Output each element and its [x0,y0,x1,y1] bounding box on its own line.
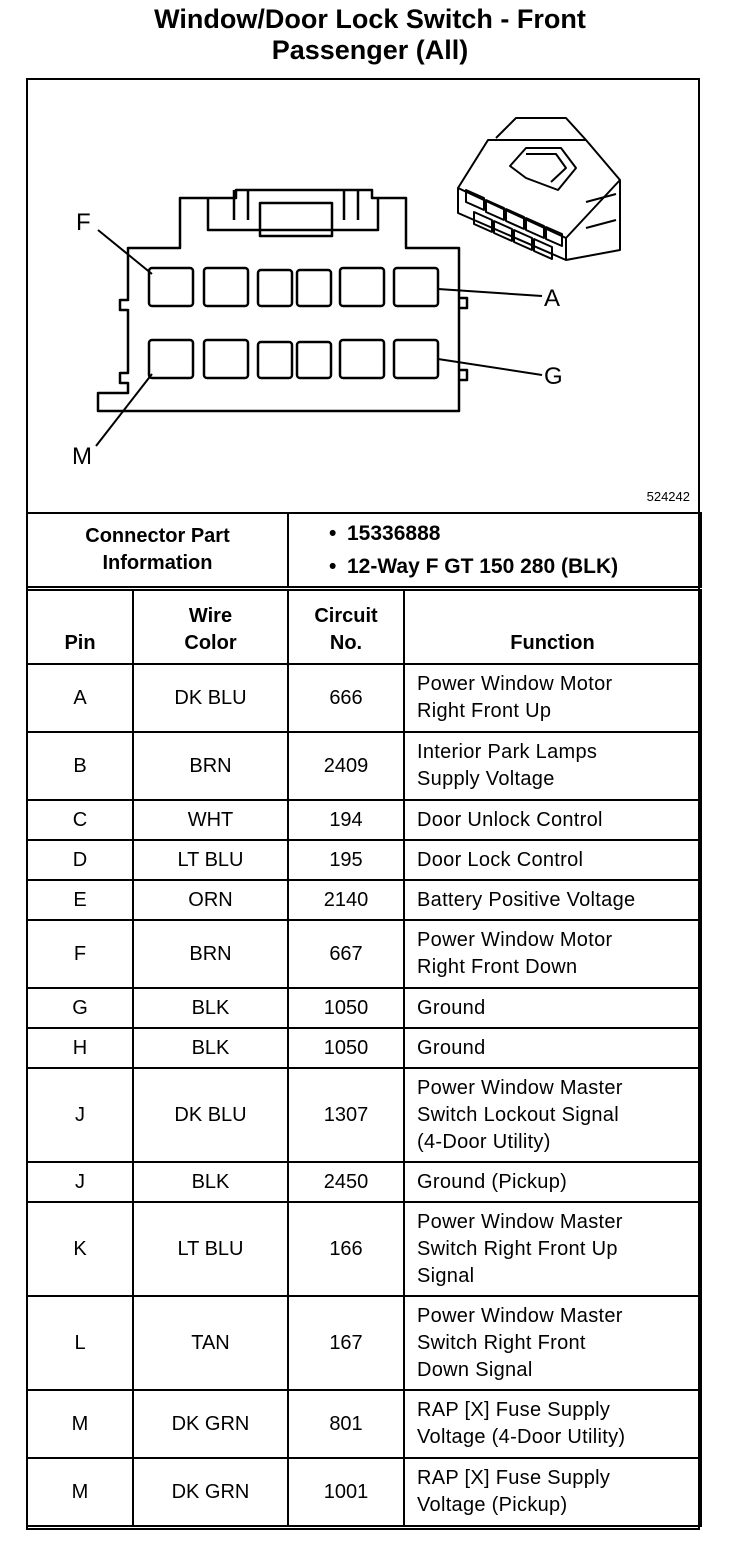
pin-cell: M [27,1458,133,1526]
function-cell: Ground (Pickup) [404,1162,701,1202]
header-wire-color: Wire Color [133,590,288,664]
title-line-1: Window/Door Lock Switch - Front [154,4,586,34]
pin-cell: C [27,800,133,840]
table-row [27,800,701,840]
header-pin: Pin [27,590,133,664]
wire-color-cell: DK BLU [133,1068,288,1162]
label-m: M [72,443,92,470]
function-cell: Ground [404,988,701,1028]
wire-color-cell: DK GRN [133,1390,288,1458]
circuit-cell: 194 [288,800,404,840]
function-cell: Power Window Master Switch Lockout Signal (4-Door Utility) [404,1068,701,1162]
circuit-cell: 2450 [288,1162,404,1202]
function-cell: Power Window Master Switch Right Front Down Signal [404,1296,701,1390]
table-row [27,1202,701,1296]
pin-cell: G [27,988,133,1028]
page-title [0,4,740,66]
connector-figure [26,78,700,514]
pin-cell: A [27,664,133,732]
wire-color-cell: BLK [133,1028,288,1068]
pin-cell: K [27,1202,133,1296]
pin-cell: J [27,1068,133,1162]
table-row [27,1390,701,1458]
table-row [27,1028,701,1068]
circuit-cell: 1001 [288,1458,404,1526]
table-row [27,1296,701,1390]
pin-cell: F [27,920,133,988]
pin-cell: D [27,840,133,880]
function-cell: Power Window Master Switch Right Front Up Signal [404,1202,701,1296]
function-cell: Power Window Motor Right Front Down [404,920,701,988]
wire-color-cell: DK GRN [133,1458,288,1526]
pin-cell: B [27,732,133,800]
function-cell: Door Lock Control [404,840,701,880]
wire-color-cell: TAN [133,1296,288,1390]
wire-color-cell: LT BLU [133,1202,288,1296]
circuit-cell: 2409 [288,732,404,800]
header-circuit: Circuit No. [288,590,404,664]
table-row [27,732,701,800]
bullet: • [329,555,337,578]
connector-info-label-2: Information [102,552,213,574]
function-cell: Power Window Motor Right Front Up [404,664,701,732]
function-cell: Ground [404,1028,701,1068]
wire-color-cell: DK BLU [133,664,288,732]
circuit-cell: 166 [288,1202,404,1296]
table-row [27,1162,701,1202]
function-cell: Door Unlock Control [404,800,701,840]
connector-description: 12-Way F GT 150 280 (BLK) [347,555,619,578]
connector-info-label [27,513,288,587]
pin-cell: E [27,880,133,920]
label-f: F [76,209,91,236]
label-a: A [544,285,561,312]
circuit-cell: 1307 [288,1068,404,1162]
circuit-cell: 2140 [288,880,404,920]
figure-id: 524242 [646,489,690,504]
circuit-cell: 667 [288,920,404,988]
table-row [27,988,701,1028]
connector-drawing [26,78,700,514]
part-number: 15336888 [347,522,441,545]
connector-info-table [26,512,702,588]
wire-color-cell: LT BLU [133,840,288,880]
circuit-cell: 195 [288,840,404,880]
circuit-cell: 167 [288,1296,404,1390]
table-header-row [27,590,701,664]
wire-color-cell: WHT [133,800,288,840]
table-row [27,1458,701,1526]
label-g: G [544,363,563,390]
wire-color-cell: BLK [133,1162,288,1202]
circuit-cell: 1050 [288,988,404,1028]
table-row [27,664,701,732]
pin-cell: H [27,1028,133,1068]
wire-color-cell: ORN [133,880,288,920]
function-cell: RAP [X] Fuse Supply Voltage (4-Door Utility) [404,1390,701,1458]
function-cell: Battery Positive Voltage [404,880,701,920]
table-row [27,1068,701,1162]
title-line-2: Passenger (All) [271,35,469,65]
connector-info-label-1: Connector Part [85,525,230,547]
table-row [27,840,701,880]
header-function: Function [404,590,701,664]
pin-cell: L [27,1296,133,1390]
table-row [27,880,701,920]
pin-cell: J [27,1162,133,1202]
connector-info-values [288,513,701,587]
table-row [27,920,701,988]
wire-color-cell: BRN [133,920,288,988]
circuit-cell: 1050 [288,1028,404,1068]
wire-color-cell: BLK [133,988,288,1028]
circuit-cell: 801 [288,1390,404,1458]
wire-color-cell: BRN [133,732,288,800]
function-cell: Interior Park Lamps Supply Voltage [404,732,701,800]
function-cell: RAP [X] Fuse Supply Voltage (Pickup) [404,1458,701,1526]
pinout-table [26,589,702,1527]
circuit-cell: 666 [288,664,404,732]
connector-info-row [27,513,701,587]
bullet: • [329,522,337,545]
pin-cell: M [27,1390,133,1458]
